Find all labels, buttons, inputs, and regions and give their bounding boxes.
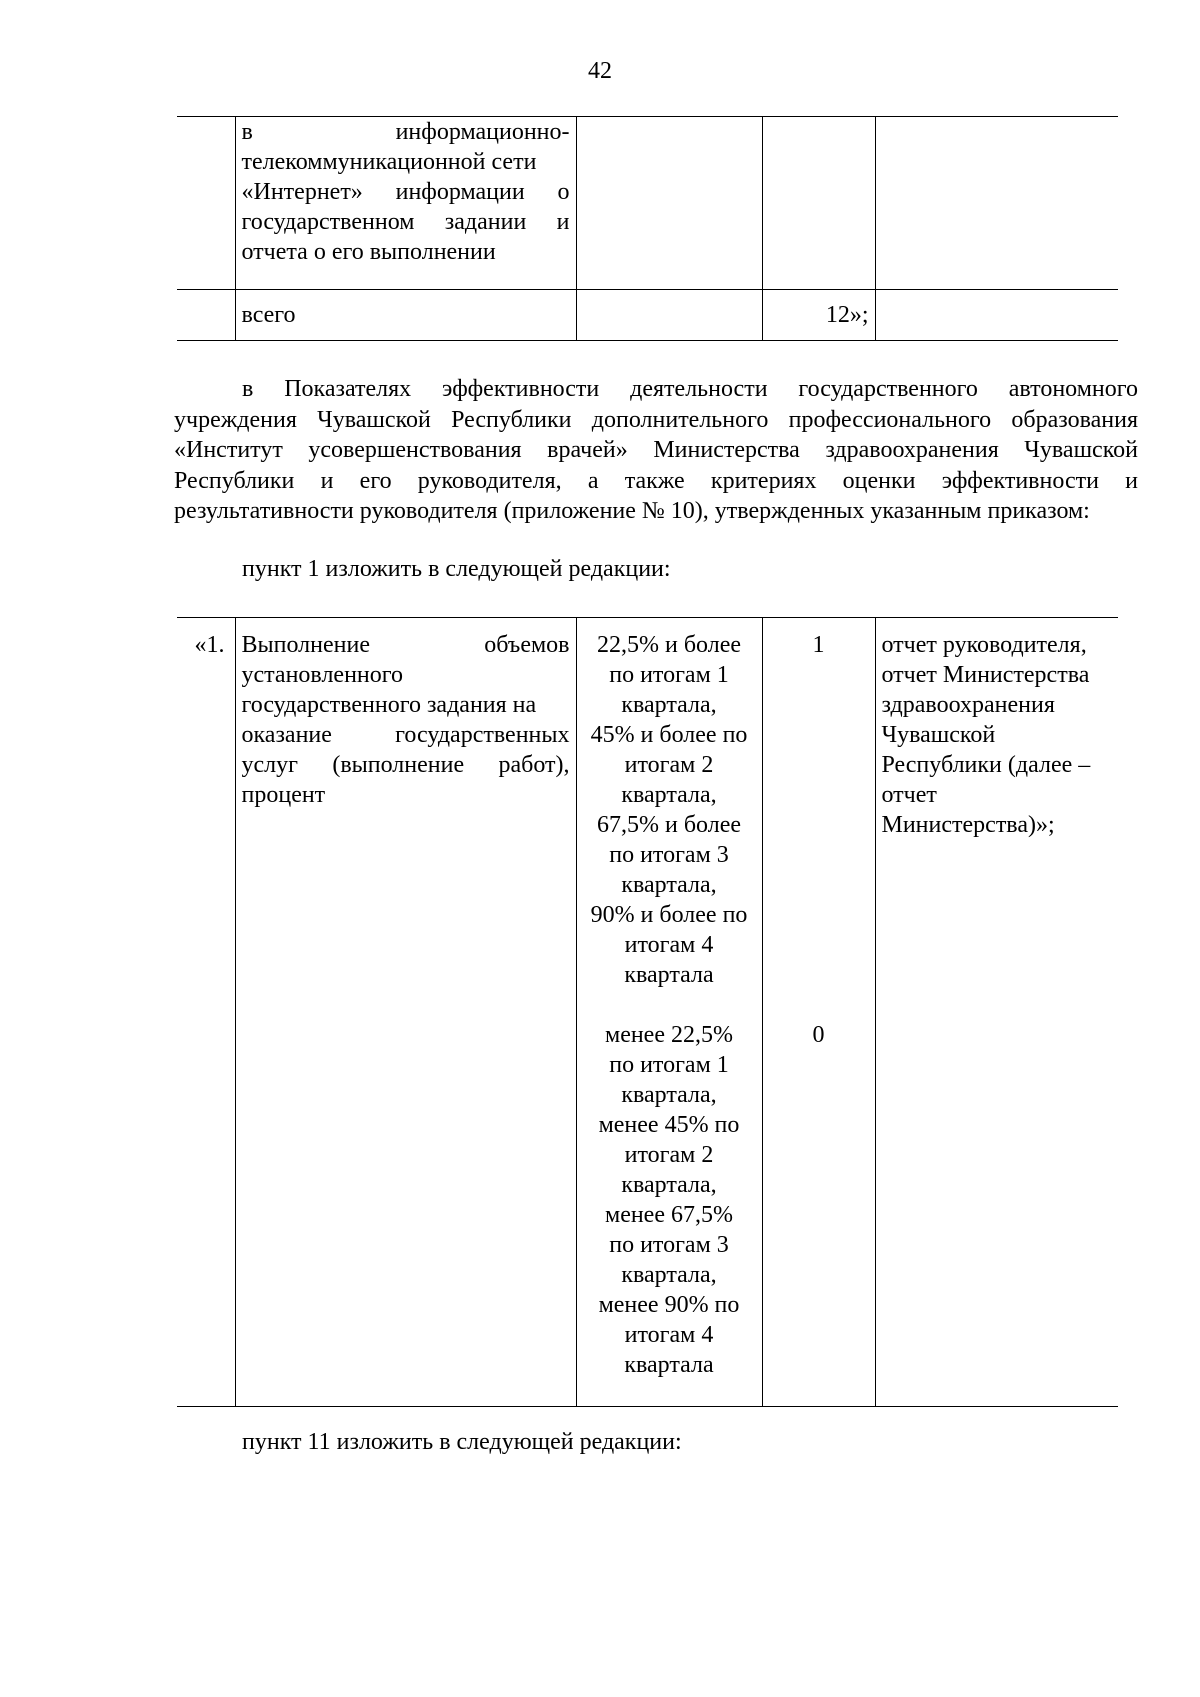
criteria-line: менее 22,5% <box>605 1022 733 1048</box>
criteria-line: квартала, <box>621 1262 717 1288</box>
indicator-word: «Интернет» <box>241 179 363 205</box>
criteria-line: по итогам 3 <box>609 842 729 868</box>
criteria-line: 90% и более по <box>590 902 748 928</box>
indicator-word: и <box>556 209 570 235</box>
score-cell <box>762 117 875 290</box>
indicator-line-6: процент <box>241 782 326 808</box>
indicator-word: объемов <box>484 632 570 658</box>
criteria-line: по итогам 1 <box>609 1052 729 1078</box>
criteria-line: менее 45% по <box>598 1112 740 1138</box>
number-cell <box>177 290 235 341</box>
criteria-line: 45% и более по <box>590 722 748 748</box>
indicator-table <box>177 617 1118 1407</box>
criteria-line: итогам 4 <box>624 1322 714 1348</box>
source-cell <box>875 117 1118 290</box>
indicator-word: Выполнение <box>241 632 370 658</box>
page-number: 42 <box>588 58 612 84</box>
criteria-line: квартала, <box>621 782 717 808</box>
score-value: 0 <box>812 1022 825 1048</box>
criteria-line: квартала, <box>621 1082 717 1108</box>
table-row <box>177 117 1118 290</box>
indicator-word: государственных <box>395 722 570 748</box>
criteria-cell <box>576 618 762 1407</box>
indicator-word: о <box>557 179 570 205</box>
table-row-total <box>177 290 1118 341</box>
indicator-line-3 <box>242 177 570 207</box>
indicator-line-5 <box>242 750 570 780</box>
indicator-word: оказание <box>241 722 332 748</box>
indicator-word: в <box>241 119 253 145</box>
score-spacer <box>769 660 869 1020</box>
source-cell <box>875 290 1118 341</box>
indicator-word: услуг <box>241 752 298 778</box>
table-row <box>177 618 1118 1407</box>
criteria-line: 22,5% и более <box>596 632 741 658</box>
number-cell <box>177 117 235 290</box>
criteria-line: менее 67,5% <box>605 1202 733 1228</box>
criteria-line: менее 90% по <box>598 1292 740 1318</box>
indicator-line-2: телекоммуникационной сети <box>241 149 537 175</box>
indicator-word: информации <box>395 179 525 205</box>
source-line: отчет <box>881 782 937 808</box>
total-value: 12»; <box>762 290 875 341</box>
item-number: «1. <box>177 618 235 1407</box>
criteria-line: квартала <box>624 962 714 988</box>
indicator-line-3: государственного задания на <box>241 692 537 718</box>
criteria-line: итогам 2 <box>624 1142 714 1168</box>
item11-instruction: пункт 11 изложить в следующей редакции: <box>242 1429 682 1455</box>
indicator-line-1 <box>242 117 570 147</box>
indicator-line-4 <box>242 720 570 750</box>
source-line: отчет Министерства <box>881 662 1090 688</box>
criteria-cell <box>576 290 762 341</box>
indicator-word: государственном <box>241 209 415 235</box>
indicator-word: (выполнение <box>332 752 465 778</box>
continuation-table <box>177 116 1118 341</box>
indicator-word: информационно- <box>395 119 570 145</box>
criteria-line: итогам 2 <box>624 752 714 778</box>
item1-instruction: пункт 1 изложить в следующей редакции: <box>242 556 671 582</box>
indicator-cell <box>235 618 576 1407</box>
criteria-line: квартала <box>624 1352 714 1378</box>
indicator-cell <box>235 117 576 290</box>
source-cell <box>875 618 1118 1407</box>
criteria-line: по итогам 1 <box>609 662 729 688</box>
total-label: всего <box>235 290 576 341</box>
criteria-cell <box>576 117 762 290</box>
indicator-word: задании <box>444 209 527 235</box>
criteria-line: итогам 4 <box>624 932 714 958</box>
indicator-word: работ), <box>498 752 570 778</box>
source-line: Республики (далее – <box>881 752 1091 778</box>
score-cell <box>762 618 875 1407</box>
indicator-line-5: отчета о его выполнении <box>241 239 496 265</box>
criteria-line: квартала, <box>621 692 717 718</box>
intro-paragraph: в Показателях эффективности деятельности государственного автономного учреждения Чувашской Республики дополнительного профессионального образования «Институт усовершенствования врачей» Министерства здравоохранения Чувашской Республики и его руководителя, а также критериях оценки эффективности и результативности руководителя (приложение № 10), утвержденных указанным приказом: <box>174 376 1138 524</box>
criteria-line: квартала, <box>621 1172 717 1198</box>
source-line: Чувашской <box>881 722 996 748</box>
indicator-line-1 <box>242 630 570 660</box>
criteria-line: 67,5% и более <box>596 812 741 838</box>
criteria-spacer <box>583 990 756 1020</box>
source-line: Министерства)»; <box>881 812 1055 838</box>
indicator-line-2: установленного <box>241 662 404 688</box>
score-value: 1 <box>812 632 825 658</box>
criteria-line: по итогам 3 <box>609 1232 729 1258</box>
source-line: отчет руководителя, <box>881 632 1087 658</box>
criteria-line: квартала, <box>621 872 717 898</box>
indicator-line-4 <box>242 207 570 237</box>
source-line: здравоохранения <box>881 692 1055 718</box>
